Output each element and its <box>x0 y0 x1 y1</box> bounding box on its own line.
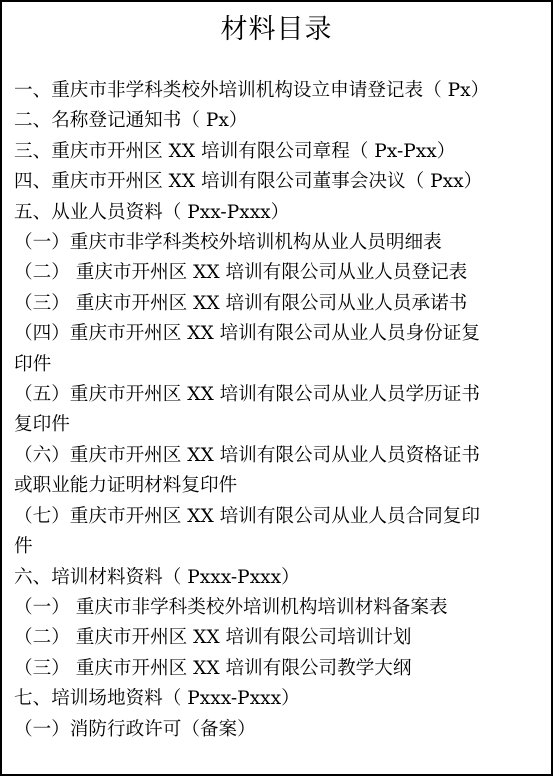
table-of-contents <box>14 76 543 745</box>
toc-line: 三、重庆市开州区 XX 培训有限公司章程（ Px-Pxx） <box>14 140 456 162</box>
document-title: 材料目录 <box>220 14 333 45</box>
toc-line: （三） 重庆市开州区 XX 培训有限公司从业人员承诺书 <box>14 292 468 314</box>
toc-line: （七）重庆市开州区 XX 培训有限公司从业人员合同复印 <box>14 505 480 527</box>
toc-line: （四）重庆市开州区 XX 培训有限公司从业人员身份证复 <box>14 323 480 345</box>
toc-line: 四、重庆市开州区 XX 培训有限公司董事会决议（ Pxx） <box>14 171 483 193</box>
toc-line: （三） 重庆市开州区 XX 培训有限公司教学大纲 <box>14 657 412 679</box>
toc-line: （六）重庆市开州区 XX 培训有限公司从业人员资格证书 <box>14 444 480 466</box>
toc-line: （五）重庆市开州区 XX 培训有限公司从业人员学历证书 <box>14 384 480 406</box>
toc-line: 印件 <box>14 353 52 375</box>
toc-line: 六、培训材料资料（ Pxxx-Pxxx） <box>14 566 300 588</box>
toc-line: 复印件 <box>14 414 70 436</box>
toc-line: 或职业能力证明材料复印件 <box>14 475 238 497</box>
toc-line: 件 <box>14 536 33 558</box>
toc-line: （一）重庆市非学科类校外培训机构从业人员明细表 <box>14 232 442 254</box>
toc-line: 五、从业人员资料（ Pxx-Pxxx） <box>14 201 290 223</box>
toc-line: （二） 重庆市开州区 XX 培训有限公司培训计划 <box>14 627 412 649</box>
toc-line: （一）消防行政许可（备案） <box>14 718 256 740</box>
toc-line: （二） 重庆市开州区 XX 培训有限公司从业人员登记表 <box>14 262 468 284</box>
toc-line: 二、名称登记通知书（ Px） <box>14 110 248 132</box>
toc-line: 七、培训场地资料（ Pxxx-Pxxx） <box>14 688 300 710</box>
toc-line: （一） 重庆市非学科类校外培训机构培训材料备案表 <box>14 596 448 618</box>
toc-line: 一、重庆市非学科类校外培训机构设立申请登记表（ Px） <box>14 80 490 101</box>
